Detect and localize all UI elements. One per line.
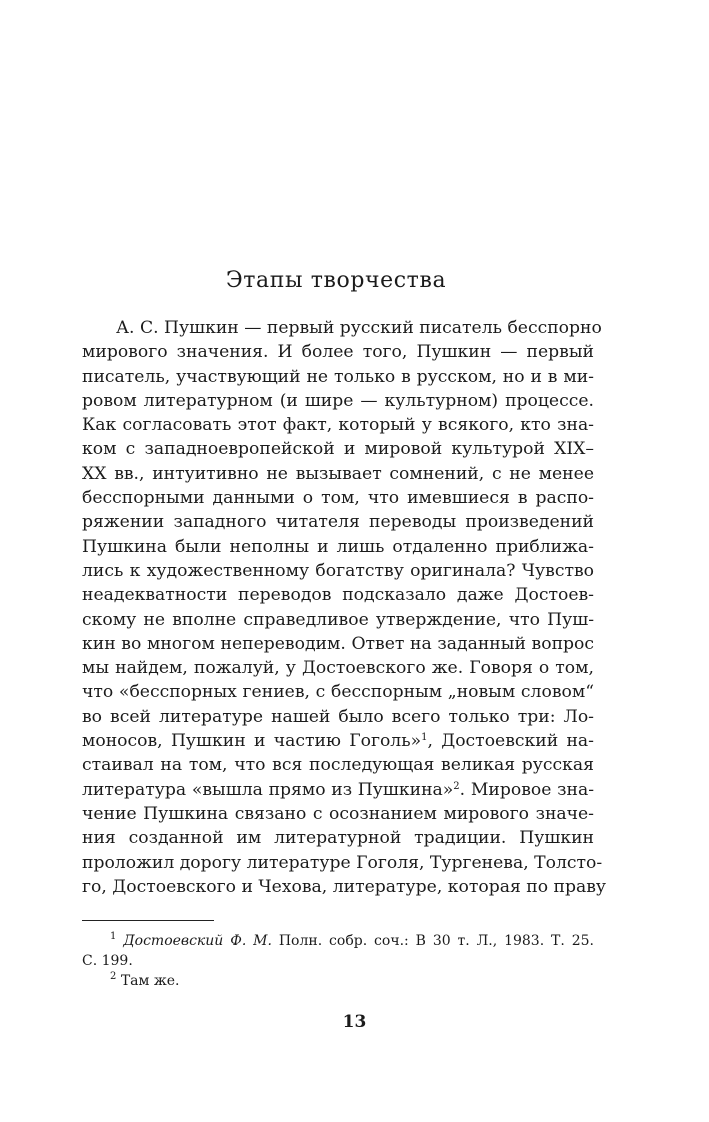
text-line: го, Достоевского и Чехова, литературе, которая по праву — [82, 876, 607, 897]
footnote-text: Там же. — [116, 973, 180, 989]
text-line: неадекватности переводов подсказало даже Достоев- — [82, 585, 594, 606]
text-segment: моносов, Пушкин и частию Гоголь» — [82, 731, 422, 752]
text-line: во всей литературе нашей было всего только три: Ло- — [82, 706, 594, 727]
text-line: мирового значения. И более того, Пушкин — первый — [82, 342, 594, 363]
footnotes — [82, 931, 594, 991]
footnote-reference[interactable]: 1 — [421, 732, 428, 744]
section-heading: Этапы творчества — [225, 268, 447, 293]
text-line: лись к художественному богатству оригинала? Чувство — [82, 560, 594, 581]
text-line: ряжении западного читателя переводы произведений — [82, 512, 594, 533]
text-line: мы найдем, пожалуй, у Достоевского же. Говоря о том, — [82, 658, 594, 679]
body-text — [82, 316, 607, 899]
footnote-divider — [82, 920, 214, 921]
footnote-1-continuation: С. 199. — [82, 953, 133, 969]
text-line: проложил дорогу литературе Гоголя, Тургенева, Толсто- — [82, 852, 603, 873]
text-segment: , Достоевский на- — [427, 731, 594, 752]
text-line — [82, 778, 594, 802]
text-line: чение Пушкина связано с осознанием мирового значе- — [82, 803, 594, 824]
text-line: скому не вполне справедливое утверждение, что Пуш- — [82, 609, 594, 630]
text-line: Пушкина были неполны и лишь отдаленно приближа- — [82, 536, 594, 557]
text-line: ния созданной им литературной традиции. Пушкин — [82, 828, 594, 849]
footnote-author: Достоевский Ф. М. — [123, 933, 272, 949]
text-line: что «бесспорных гениев, с бесспорным „новым словом“ — [82, 682, 594, 703]
footnote-marker: 2 — [110, 971, 117, 982]
text-line: бесспорными данными о том, что имевшиеся в распо- — [82, 488, 594, 509]
text-segment: . Мировое зна- — [459, 779, 594, 800]
text-line: XX вв., интуитивно не вызывает сомнений, с не менее — [82, 463, 594, 484]
footnote-text: Полн. собр. соч.: В 30 т. Л., 1983. Т. 25. — [271, 933, 595, 949]
text-segment: литература «вышла прямо из Пушкина» — [82, 779, 454, 800]
text-line: стаивал на том, что вся последующая великая русская — [82, 755, 594, 776]
footnote-1 — [82, 931, 594, 951]
text-line — [82, 729, 594, 753]
footnote-marker: 1 — [110, 931, 117, 942]
footnote-2 — [82, 971, 594, 991]
text-line: писатель, участвующий не только в русском, но и в ми- — [82, 366, 594, 387]
page-number: 13 — [342, 1012, 367, 1032]
text-line: кин во многом непереводим. Ответ на заданный вопрос — [82, 633, 594, 654]
text-line: ровом литературном (и шире — культурном) процессе. — [82, 390, 594, 411]
text-line: А. С. Пушкин — первый русский писатель бесспорно — [116, 318, 602, 338]
text-line: Как согласовать этот факт, который у всякого, кто зна- — [82, 415, 594, 436]
footnote-reference[interactable]: 2 — [453, 780, 460, 792]
text-line: ком с западноевропейской и мировой культурой XIX– — [82, 439, 594, 460]
